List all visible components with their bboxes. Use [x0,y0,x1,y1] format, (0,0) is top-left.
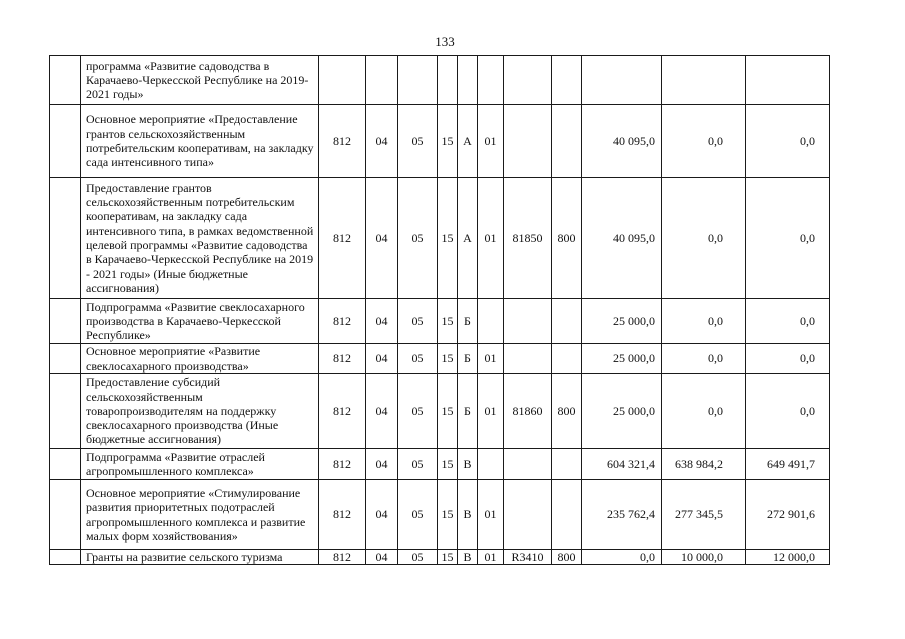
cell-rz: 04 [366,449,398,480]
cell-cs4 [504,56,552,105]
cell-cs3: 01 [478,344,504,374]
cell-cs1 [438,56,458,105]
cell-cs3: 01 [478,480,504,550]
row-index-cell [50,480,81,550]
cell-rz: 04 [366,105,398,178]
cell-pr: 05 [398,550,438,565]
row-index-cell [50,550,81,565]
row-index-cell [50,449,81,480]
cell-v2021: 0,0 [746,105,830,178]
cell-cs4: 81850 [504,178,552,299]
cell-cs1: 15 [438,550,458,565]
cell-cs2: В [458,480,478,550]
cell-v2021: 0,0 [746,374,830,449]
cell-cs3 [478,56,504,105]
cell-v2020: 277 345,5 [662,480,746,550]
cell-v2021: 0,0 [746,344,830,374]
cell-name: программа «Развитие садоводства в Карачаево-Черкесской Республике на 2019-2021 годы» [81,56,319,105]
cell-glav: 812 [319,178,366,299]
cell-v2020: 0,0 [662,299,746,344]
cell-vr [552,299,582,344]
cell-rz: 04 [366,299,398,344]
cell-v2019: 235 762,4 [582,480,662,550]
cell-v2021: 0,0 [746,299,830,344]
cell-v2020: 0,0 [662,374,746,449]
cell-v2019: 25 000,0 [582,374,662,449]
cell-pr: 05 [398,449,438,480]
cell-name: Гранты на развитие сельского туризма [81,550,319,565]
cell-glav: 812 [319,299,366,344]
cell-cs1: 15 [438,178,458,299]
cell-v2020: 10 000,0 [662,550,746,565]
cell-rz: 04 [366,344,398,374]
cell-glav: 812 [319,480,366,550]
cell-glav: 812 [319,344,366,374]
cell-name: Предоставление субсидий сельскохозяйственным товаропроизводителям на поддержку свеклосахарного производства (Иные бюджетные ассигнования) [81,374,319,449]
cell-rz: 04 [366,550,398,565]
cell-glav: 812 [319,550,366,565]
cell-cs3: 01 [478,178,504,299]
cell-glav: 812 [319,105,366,178]
cell-name: Основное мероприятие «Стимулирование развития приоритетных подотраслей агропромышленного комплекса и развитие малых форм хозяйствования» [81,480,319,550]
cell-cs3 [478,449,504,480]
cell-name: Подпрограмма «Развитие отраслей агропромышленного комплекса» [81,449,319,480]
cell-cs4 [504,105,552,178]
page-number: 133 [435,34,455,49]
cell-pr [398,56,438,105]
cell-v2020: 638 984,2 [662,449,746,480]
cell-cs4 [504,344,552,374]
cell-v2019: 604 321,4 [582,449,662,480]
cell-pr: 05 [398,299,438,344]
cell-cs3: 01 [478,105,504,178]
cell-vr: 800 [552,550,582,565]
cell-v2021: 12 000,0 [746,550,830,565]
cell-vr [552,105,582,178]
cell-glav: 812 [319,374,366,449]
cell-cs2: А [458,178,478,299]
cell-v2020: 0,0 [662,105,746,178]
cell-name: Подпрограмма «Развитие свеклосахарного производства в Карачаево-Черкесской Республике» [81,299,319,344]
cell-cs3: 01 [478,550,504,565]
cell-pr: 05 [398,374,438,449]
cell-v2020 [662,56,746,105]
cell-glav: 812 [319,449,366,480]
cell-cs4: R3410 [504,550,552,565]
row-index-cell [50,299,81,344]
budget-table [49,55,830,565]
cell-vr [552,449,582,480]
row-index-cell [50,344,81,374]
cell-v2021 [746,56,830,105]
cell-pr: 05 [398,480,438,550]
cell-v2021: 0,0 [746,178,830,299]
table-row [50,299,830,344]
cell-v2021: 649 491,7 [746,449,830,480]
cell-pr: 05 [398,344,438,374]
cell-rz [366,56,398,105]
cell-vr: 800 [552,374,582,449]
row-index-cell [50,56,81,105]
cell-cs3: 01 [478,374,504,449]
table-row [50,105,830,178]
cell-rz: 04 [366,178,398,299]
cell-cs2: Б [458,299,478,344]
cell-cs1: 15 [438,374,458,449]
cell-cs1: 15 [438,344,458,374]
cell-cs2: В [458,449,478,480]
table-row [50,344,830,374]
table-row [50,56,830,105]
table-row [50,449,830,480]
cell-v2019: 40 095,0 [582,105,662,178]
cell-cs1: 15 [438,480,458,550]
cell-v2019 [582,56,662,105]
cell-cs4 [504,449,552,480]
cell-vr [552,344,582,374]
cell-rz: 04 [366,480,398,550]
row-index-cell [50,105,81,178]
cell-cs4 [504,299,552,344]
table-row [50,550,830,565]
cell-cs1: 15 [438,299,458,344]
cell-vr [552,480,582,550]
cell-vr [552,56,582,105]
cell-v2021: 272 901,6 [746,480,830,550]
cell-cs1: 15 [438,449,458,480]
table-body [50,56,830,565]
cell-v2020: 0,0 [662,178,746,299]
cell-cs2: Б [458,374,478,449]
cell-pr: 05 [398,105,438,178]
cell-name: Основное мероприятие «Предоставление грантов сельскохозяйственным потребительским кооперативам, на закладку сада интенсивного типа» [81,105,319,178]
cell-glav [319,56,366,105]
cell-v2019: 40 095,0 [582,178,662,299]
cell-cs3 [478,299,504,344]
cell-cs2 [458,56,478,105]
cell-cs2: В [458,550,478,565]
table-row [50,178,830,299]
cell-cs4: 81860 [504,374,552,449]
cell-vr: 800 [552,178,582,299]
table-row [50,374,830,449]
cell-cs2: А [458,105,478,178]
cell-v2019: 25 000,0 [582,299,662,344]
cell-v2019: 0,0 [582,550,662,565]
table-row [50,480,830,550]
row-index-cell [50,374,81,449]
cell-name: Основное мероприятие «Развитие свеклосахарного производства» [81,344,319,374]
cell-cs4 [504,480,552,550]
row-index-cell [50,178,81,299]
cell-cs1: 15 [438,105,458,178]
cell-name: Предоставление грантов сельскохозяйственным потребительским кооперативам, на закладку сада интенсивного типа, в рамках ведомственной целевой программы «Развитие садоводства в Карачаево-Черкесской Республике на 2019 - 2021 годы» (Иные бюджетные ассигнования) [81,178,319,299]
cell-rz: 04 [366,374,398,449]
cell-cs2: Б [458,344,478,374]
cell-pr: 05 [398,178,438,299]
cell-v2020: 0,0 [662,344,746,374]
cell-v2019: 25 000,0 [582,344,662,374]
